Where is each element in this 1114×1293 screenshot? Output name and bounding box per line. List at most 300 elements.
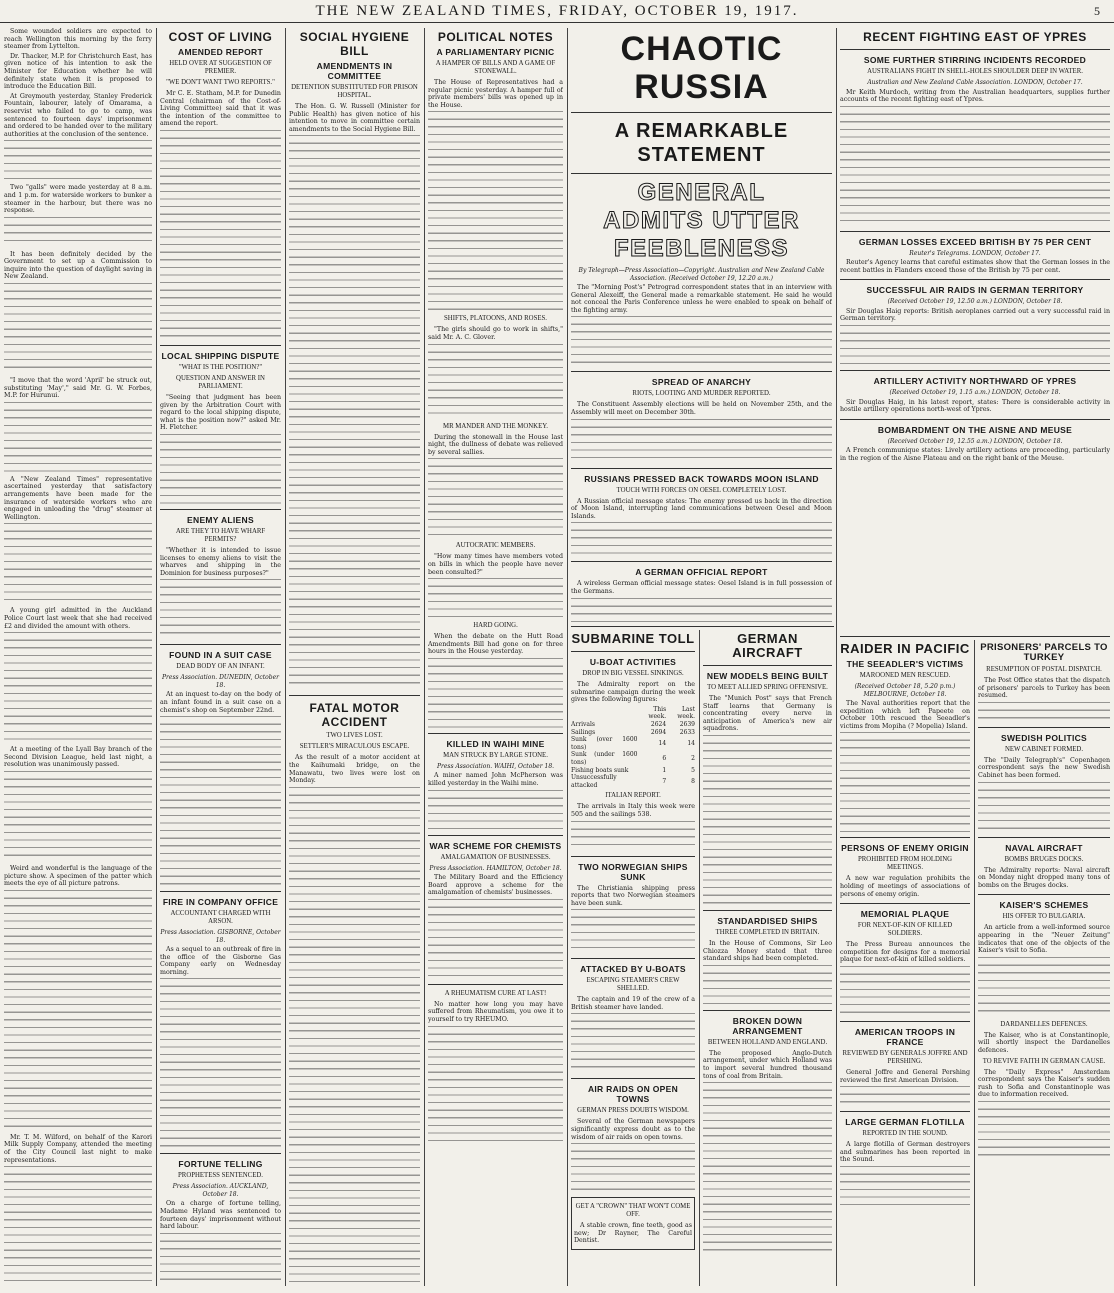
headline: ENEMY ALIENS <box>187 514 254 525</box>
paragraph: A miner named John McPherson was killed yesterday in the Waihi mine. <box>428 772 563 787</box>
text-filler <box>571 522 832 556</box>
paragraph: A young girl admitted in the Auckland Police Court last week that she had received £2 and divided the amount with others. <box>4 607 152 630</box>
deck: MAROONED MEN RESCUED. <box>859 672 951 679</box>
paragraph: The Hon. G. W. Russell (Minister for Public Health) has given notice of his intention to move in committee certain amendments to the Social Hygiene Bill. <box>289 103 420 133</box>
paragraph: Weird and wonderful is the language of the picture show. A specimen of the patter which meets the eye of all picture patrons. <box>4 864 152 888</box>
deck: DROP IN BIG VESSEL SINKINGS. <box>582 670 684 677</box>
column-rule <box>285 28 286 1286</box>
divider <box>571 626 834 627</box>
divider <box>571 468 832 469</box>
dateline: Press Association. WAIHI, October 18. <box>436 762 555 770</box>
text-filler <box>978 782 1110 832</box>
divider <box>840 231 1110 232</box>
paragraph: At a meeting of the Lyall Bay branch of the Second Division League, held last night, a resolution was unanimously passed. <box>4 746 152 769</box>
table-row: Sunk (over 1600 tons) 14 14 <box>571 736 695 751</box>
headline: LOCAL SHIPPING DISPUTE <box>161 350 280 361</box>
headline: BROKEN DOWN ARRANGEMENT <box>732 1015 803 1036</box>
dateline: Australian and New Zealand Cable Association. LONDON, October 17. <box>867 79 1083 86</box>
body-text-block <box>840 325 1110 365</box>
paragraph: The Kaiser, who is at Constantinople, will shortly inspect the Dardanelles defences. <box>978 1031 1110 1054</box>
body-text-block <box>289 787 420 1286</box>
column-rule <box>567 28 568 1286</box>
paragraph: The Admiralty report on the submarine campaign during the week gives the following figures: <box>571 681 695 704</box>
text-filler <box>703 965 832 1005</box>
text-filler <box>428 111 563 311</box>
column-4 <box>428 28 563 1286</box>
headline: GERMAN AIRCRAFT <box>732 631 803 660</box>
advert-box <box>571 1197 695 1250</box>
divider <box>703 1010 832 1011</box>
main-deck: GENERAL ADMITS UTTER FEEBLENESS <box>603 179 800 262</box>
divider <box>978 894 1110 895</box>
deck: RESUMPTION OF POSTAL DISPATCH. <box>986 666 1102 673</box>
body-text-block <box>4 402 152 472</box>
headline: SOCIAL HYGIENE BILL <box>299 30 410 58</box>
body-text-block <box>4 523 152 603</box>
text-filler <box>428 578 563 618</box>
body-text-block <box>160 978 281 1148</box>
paragraph: Sir Douglas Haig, in his latest report, states: There is considerable activity in hostile artillery operations north-west of Ypres. <box>840 398 1110 414</box>
subheadline: THE SEEADLER'S VICTIMS <box>846 659 964 669</box>
body-text-block <box>978 702 1110 722</box>
text-filler <box>4 523 152 603</box>
deck: RIOTS, LOOTING AND MURDER REPORTED. <box>632 390 771 398</box>
text-filler <box>289 787 420 1286</box>
subheading: TO REVIVE FAITH IN GERMAN CAUSE. <box>982 1057 1106 1065</box>
masthead-title: THE NEW ZEALAND TIMES, FRIDAY, OCTOBER 19, 1917. <box>315 3 799 19</box>
paragraph: The captain and 19 of the crew of a British steamer have landed. <box>571 996 695 1011</box>
text-filler <box>289 135 420 690</box>
body-text-block <box>978 957 1110 1017</box>
subheadline: AMENDMENTS IN COMMITTEE <box>316 61 393 81</box>
body-text-block <box>571 1143 695 1193</box>
text-filler <box>428 658 563 728</box>
paragraph: Mr. T. M. Wilford, on behalf of the Karori Milk Supply Company, attended the meeting of the City Council last night to make representations. <box>4 1133 152 1164</box>
masthead <box>0 0 1114 23</box>
paragraph: Mr C. E. Statham, M.P. for Dunedin Central (chairman of the Cost-of-Living Committee) said that it was the intention of the committee to amend the report. <box>160 90 281 128</box>
paragraph: At an inquest to-day on the body of an infant found in a suit case on a chemist's shop on September 22nd. <box>160 691 281 714</box>
column-rule <box>974 640 975 1286</box>
divider <box>840 419 1110 420</box>
headline: A GERMAN OFFICIAL REPORT <box>635 567 768 578</box>
text-filler <box>428 899 563 979</box>
deck: HARD GOING. <box>473 622 518 630</box>
deck: FOR NEXT-OF-KIN OF KILLED SOLDIERS. <box>857 922 953 938</box>
deck: "WHAT IS THE POSITION?" <box>178 363 263 371</box>
dateline: Press Association. DUNEDIN, October 18. <box>161 674 280 689</box>
text-filler <box>571 419 832 463</box>
body-text-block <box>4 217 152 247</box>
text-filler <box>4 140 152 180</box>
subheading: DARDANELLES DEFENCES. <box>1000 1020 1088 1028</box>
dateline: (Received October 18, 5.20 p.m.) MELBOURNE, October 18. <box>854 683 956 698</box>
text-filler <box>840 966 970 1016</box>
divider <box>571 112 832 113</box>
body-text-block <box>840 966 970 1016</box>
subheadline: AMENDED REPORT <box>178 47 263 57</box>
body-text-block <box>571 909 695 953</box>
body-text-block <box>160 716 281 886</box>
paragraph: The Admiralty reports: Naval aircraft on Monday night dropped many tons of bombs on the Bruges docks. <box>978 866 1110 889</box>
paragraph: The "Daily Express" Amsterdam correspondent says the Kaiser's sudden rush to Sofia and Constantinople was due to information received. <box>978 1068 1110 1099</box>
deck: SETTLER'S MIRACULOUS ESCAPE. <box>299 743 410 751</box>
paragraph: No matter how long you may have suffered from Rheumatism, you owe it to yourself to try RHEUMO. <box>428 1000 563 1024</box>
headline: FORTUNE TELLING <box>178 1159 263 1170</box>
deck: AUSTRALIANS FIGHT IN SHELL-HOLES SHOULDER DEEP IN WATER. <box>867 68 1083 75</box>
body-text-block <box>571 598 832 624</box>
divider <box>571 371 832 372</box>
body-text-block <box>160 434 281 504</box>
divider <box>160 345 281 346</box>
deck: ARE THEY TO HAVE WHARF PERMITS? <box>175 527 266 543</box>
divider <box>428 835 563 836</box>
paragraph: The "Munich Post" says that French Staff learns that Germany is concentrating every nerve in anticipation of America's new air squadrons. <box>703 695 832 733</box>
body-text-block <box>571 821 695 851</box>
divider <box>160 1153 281 1154</box>
deck: AMALGAMATION OF BUSINESSES. <box>440 853 551 861</box>
deck: SHIFTS, PLATOONS, AND ROSES. <box>444 315 547 323</box>
headline: WAR SCHEME FOR CHEMISTS <box>429 840 562 851</box>
paragraph: A French communique states: Lively artillery actions are proceeding, particularly in the region of the Aisne Plateau and on the right bank of the Meuse. <box>840 447 1110 462</box>
body-text-block <box>4 890 152 1130</box>
divider <box>571 856 695 857</box>
dateline: (Received October 19, 12.50 a.m.) LONDON, October 18. <box>887 298 1063 306</box>
divider <box>840 903 970 904</box>
table-header-row: This week. Last week. <box>648 705 695 721</box>
deck: QUESTION AND ANSWER IN PARLIAMENT. <box>176 374 265 390</box>
text-filler <box>840 1166 970 1206</box>
column-rule <box>699 630 700 1286</box>
prisoners-column <box>978 640 1110 1286</box>
headline: POLITICAL NOTES <box>437 30 554 44</box>
paragraph: A new war regulation prohibits the holding of meetings of associations of persons of enemy origin. <box>840 875 970 898</box>
paragraph: "How many times have members voted on bills in which the people have never been consulted?" <box>428 553 563 576</box>
text-filler <box>840 732 970 832</box>
paragraph: As a sequel to an outbreak of fire in the office of the Gisborne Gas Company early on Wednesday morning. <box>160 946 281 976</box>
deck: TOUCH WITH FORCES ON OESEL COMPLETELY LOST. <box>616 486 787 494</box>
headline: SPREAD OF ANARCHY <box>651 377 752 388</box>
headline: AIR RAIDS ON OPEN TOWNS <box>587 1084 679 1105</box>
deck: PROPHETESS SENTENCED. <box>178 1172 263 1180</box>
paragraph: "I move that the word 'April' be struck out, substituting 'May'," said Mr. G. W. Forbes, M.P. for Hurunui. <box>4 377 152 400</box>
text-filler <box>4 402 152 472</box>
headline: FOUND IN A SUIT CASE <box>169 650 272 661</box>
paragraph: General Joffre and General Pershing reviewed the first American Division. <box>840 1068 970 1084</box>
deck: DETENTION SUBSTITUTED FOR PRISON HOSPITAL. <box>291 84 418 99</box>
paragraph: Sir Douglas Haig reports: British aeroplanes carried out a very successful raid in German territory. <box>840 307 1110 323</box>
advert-text: A stable crown, fine teeth, good as new; Dr Rayner, The Careful Dentist. <box>574 1222 692 1245</box>
table-row: Sunk (under 1600 tons) 6 2 <box>571 751 695 766</box>
deck: TWO LIVES LOST. <box>326 732 383 740</box>
subheadline: U-BOAT ACTIVITIES <box>589 657 677 667</box>
dateline: Reuter's Telegrams. LONDON, October 17. <box>909 249 1041 257</box>
body-text-block <box>160 1233 281 1286</box>
body-text-block <box>840 732 970 832</box>
text-filler <box>840 1086 970 1106</box>
headline: ATTACKED BY U-BOATS <box>580 964 686 975</box>
text-filler <box>978 1101 1110 1161</box>
headline: RUSSIANS PRESSED BACK TOWARDS MOON ISLAND <box>584 473 819 484</box>
subheading: ITALIAN REPORT. <box>605 792 661 800</box>
text-filler <box>160 130 281 340</box>
headline: TWO NORWEGIAN SHIPS SUNK <box>578 861 688 882</box>
paragraph: A "New Zealand Times" representative ascertained yesterday that satisfactory arrangements have been made for the insurance of waterside workers who are engaged in unloading the "drug" steamer at Wellington. <box>4 475 152 521</box>
deck: MR MANDER AND THE MONKEY. <box>443 422 548 430</box>
column-rule <box>424 28 425 1286</box>
body-text-block <box>428 899 563 979</box>
submarine-column <box>571 630 695 1286</box>
column-rule <box>156 28 157 1286</box>
headline: AMERICAN TROOPS IN FRANCE <box>854 1026 956 1047</box>
text-filler <box>703 735 832 905</box>
text-filler <box>160 579 281 639</box>
divider <box>978 727 1110 728</box>
text-filler <box>840 106 1110 226</box>
body-text-block <box>428 658 563 728</box>
shipping-table <box>571 706 695 790</box>
divider <box>571 561 832 562</box>
headline: MEMORIAL PLAQUE <box>860 909 950 920</box>
body-text-block <box>571 1013 695 1073</box>
body-text-block <box>428 578 563 618</box>
headline: SUCCESSFUL AIR RAIDS IN GERMAN TERRITORY <box>866 285 1084 296</box>
column-rule <box>836 28 837 1286</box>
headline: FIRE IN COMPANY OFFICE <box>162 897 279 908</box>
dateline: (Received October 19, 12.55 a.m.) LONDON, October 18. <box>887 437 1063 445</box>
paragraph: A wireless German official message states: Oesel Island is in full possession of the Germans. <box>571 580 832 595</box>
divider <box>840 49 1110 50</box>
text-filler <box>571 821 695 851</box>
deck: REPORTED IN THE SOUND. <box>862 1130 948 1138</box>
text-filler <box>571 598 832 624</box>
text-filler <box>428 790 563 830</box>
deck: REVIEWED BY GENERALS JOFFRE AND PERSHING. <box>842 1049 968 1065</box>
paragraph: "The girls should go to work in shifts," said Mr. A. C. Glover. <box>428 326 563 341</box>
text-filler <box>571 909 695 953</box>
text-filler <box>978 702 1110 722</box>
raider-column <box>840 640 970 1286</box>
table-row: Unsuccessfully attacked 7 8 <box>571 774 695 789</box>
text-filler <box>160 434 281 504</box>
body-text-block <box>571 419 832 463</box>
body-text-block <box>4 771 152 861</box>
divider <box>840 837 970 838</box>
body-text-block <box>978 782 1110 832</box>
main-headline: CHAOTIC RUSSIA <box>620 30 783 106</box>
body-text-block <box>978 1101 1110 1161</box>
headline: LARGE GERMAN FLOTILLA <box>845 1117 965 1128</box>
ypres-column <box>840 28 1110 638</box>
paragraph: The Naval authorities report that the expedition which left Papeete on October 10th rescued the Seeadler's victims from Mopiha (? Mopelia) Island. <box>840 700 970 730</box>
divider <box>571 958 695 959</box>
text-filler <box>571 1143 695 1193</box>
deck: GERMAN PRESS DOUBTS WISDOM. <box>577 1107 689 1115</box>
paragraph: Some wounded soldiers are expected to reach Wellington this morning by the ferry steamer from Lyttelton. <box>4 28 152 51</box>
headline: STANDARDISED SHIPS <box>717 915 818 926</box>
paragraph: In the House of Commons, Sir Leo Chiozza Money stated that three standard ships had been completed. <box>703 939 832 963</box>
body-text-block <box>571 316 832 366</box>
body-text-block <box>428 344 563 419</box>
dateline: (Received October 19, 1.15 a.m.) LONDON, October 18. <box>889 389 1061 397</box>
divider <box>160 891 281 892</box>
table-row: Arrivals 2624 2639 <box>571 720 695 728</box>
dateline: Press Association. GISBORNE, October 18. <box>160 929 281 944</box>
text-filler <box>428 344 563 419</box>
divider <box>428 733 563 734</box>
body-text-block <box>4 140 152 180</box>
divider <box>571 1078 695 1079</box>
advert-heading: GET A "CROWN" THAT WON'T COME OFF. <box>575 1203 691 1219</box>
body-text-block <box>4 283 152 373</box>
paragraph: The proposed Anglo-Dutch arrangement, under which Holland was to import several hundred thousand tons of coal from Britain. <box>703 1049 832 1080</box>
divider <box>289 695 420 696</box>
paragraph: "Seeing that judgment has been given by the Arbitration Court with regard to the local shipping dispute, what is the position now?" asked Mr. H. Fletcher. <box>160 393 281 432</box>
paragraph: The House of Representatives had a regular picnic yesterday. A hamper full of private members' bills was opened up in the House. <box>428 79 563 109</box>
body-text-block <box>703 965 832 1005</box>
paragraph: The arrivals in Italy this week were 505 and the sailings 538. <box>571 803 695 818</box>
deck: HIS OFFER TO BULGARIA. <box>1002 913 1086 921</box>
text-filler <box>571 316 832 366</box>
deck: ACCOUNTANT CHARGED WITH ARSON. <box>170 910 271 926</box>
paragraph: The "Morning Post's" Petrograd correspondent states that in an interview with General Alexeiff, the General made a remarkable statement. He said he would not conceal the Paris Conference unless he were enabled to speak on behalf of the fighting army. <box>571 284 832 314</box>
divider <box>160 644 281 645</box>
divider <box>840 279 1110 280</box>
headline: SWEDISH POLITICS <box>1000 732 1088 743</box>
body-text-block <box>428 111 563 311</box>
body-text-block <box>840 1166 970 1206</box>
deck: MAN STRUCK BY LARGE STONE. <box>443 751 548 759</box>
divider <box>571 651 695 652</box>
headline: PRISONERS' PARCELS TO TURKEY <box>980 642 1108 663</box>
deck: ESCAPING STEAMER'S CREW SHELLED. <box>586 977 680 993</box>
divider <box>840 370 1110 371</box>
main-subheadline: A REMARKABLE STATEMENT <box>614 120 789 166</box>
paragraph: It has been definitely decided by the Government to set up a Commission to inquire into the question of daylight saving in New Zealand. <box>4 250 152 281</box>
body-text-block <box>840 106 1110 226</box>
body-text-block <box>428 790 563 830</box>
paragraph: The Post Office states that the dispatch of prisoners' parcels to Turkey has been resumed. <box>978 677 1110 700</box>
column-3 <box>289 28 420 1286</box>
credit-line: By Telegraph—Press Association—Copyright. Australian and New Zealand Cable Association. (Received October 19, 12.20 a.m.) <box>578 267 825 282</box>
paragraph: When the debate on the Hutt Road Amendments Bill had gone on for three hours in the House yesterday. <box>428 633 563 656</box>
paragraph: Mr Keith Murdoch, writing from the Australian headquarters, supplies further accounts of the recent fighting east of Ypres. <box>840 88 1110 104</box>
headline: PERSONS OF ENEMY ORIGIN <box>841 843 969 854</box>
subheadline: A PARLIAMENTARY PICNIC <box>436 47 555 57</box>
text-filler <box>160 978 281 1148</box>
text-filler <box>4 283 152 373</box>
headline: GERMAN LOSSES EXCEED BRITISH BY 75 PER CENT <box>858 236 1092 247</box>
divider <box>978 837 1110 838</box>
text-filler <box>428 1026 563 1146</box>
body-text-block <box>428 458 563 538</box>
body-text-block <box>571 522 832 556</box>
text-filler <box>4 217 152 247</box>
paragraph: The "Daily Telegraph's" Copenhagen correspondent says the new Swedish Cabinet has been formed. <box>978 756 1110 779</box>
headline: ARTILLERY ACTIVITY NORTHWARD OF YPRES <box>873 376 1077 387</box>
text-filler <box>703 1082 832 1252</box>
paragraph: A Russian official message states: The enemy pressed us back in the direction of Moon Island, interrupting land communications between Oesel and Moon Islands. <box>571 497 832 520</box>
headline: NAVAL AIRCRAFT <box>1005 842 1083 853</box>
text-filler <box>428 458 563 538</box>
divider <box>840 1021 970 1022</box>
table-row: Sailings 2694 2633 <box>571 728 695 736</box>
dateline: Press Association. HAMILTON, October 18. <box>429 864 562 872</box>
column-1 <box>4 28 152 1286</box>
deck: BETWEEN HOLLAND AND ENGLAND. <box>707 1038 828 1046</box>
headline: COST OF LIVING <box>168 30 273 44</box>
text-filler <box>4 771 152 861</box>
text-filler <box>4 632 152 742</box>
headline: BOMBARDMENT ON THE AISNE AND MEUSE <box>877 424 1073 435</box>
paragraph: An article from a well-informed source appearing in the "Neuer Zeitung" indicates that one of the objects of the Kaiser's visit to Sofia. <box>978 924 1110 955</box>
divider <box>160 509 281 510</box>
paragraph: The Military Board and the Efficiency Board approve a scheme for the amalgamation of chemists' businesses. <box>428 874 563 897</box>
headline: FATAL MOTOR ACCIDENT <box>309 701 400 730</box>
paragraph: During the stonewall in the House last night, the dullness of debate was relieved by several sallies. <box>428 433 563 456</box>
deck: DEAD BODY OF AN INFANT. <box>176 663 265 671</box>
deck: A HAMPER OF BILLS AND A GAME OF STONEWALL. <box>435 60 556 75</box>
paragraph: At Greymouth yesterday, Stanley Frederick Fountain, labourer, lately of Omarama, a reservist who failed to go to camp, was sentenced to fourteen days' imprisonment and ordered to be handed over to the military authorities at the conclusion of the sentence. <box>4 92 152 138</box>
subheadline: SOME FURTHER STIRRING INCIDENTS RECORDED <box>863 55 1087 65</box>
paragraph: "Whether it is intended to issue licenses to enemy aliens to visit the wharves and shipping in the Dominion for business purposes?" <box>160 546 281 577</box>
paragraph: Two "galls" were made yesterday at 8 a.m. and 1 p.m. for waterside workers to bunker a steamer in the harbour, but there was no response. <box>4 184 152 215</box>
aircraft-column <box>703 630 832 1286</box>
paragraph: On a charge of fortune telling, Madame Hyland was sentenced to fourteen days' imprisonment without hard labour. <box>160 1200 281 1231</box>
deck: BOMBS BRUGES DOCKS. <box>1004 855 1084 863</box>
text-filler <box>160 716 281 886</box>
body-text-block <box>703 735 832 905</box>
paragraph: Several of the German newspapers significantly express doubt as to the wisdom of air raids on open towns. <box>571 1118 695 1141</box>
divider <box>428 984 563 985</box>
text-filler <box>160 1233 281 1286</box>
page-number: 5 <box>1094 4 1100 18</box>
text-filler <box>840 325 1110 365</box>
body-text-block <box>4 632 152 742</box>
text-filler <box>4 1166 152 1286</box>
body-text-block <box>160 579 281 639</box>
paragraph: The Constituent Assembly elections will be held on November 25th, and the Assembly will meet on December 30th. <box>571 401 832 416</box>
deck: NEW CABINET FORMED. <box>1004 745 1084 753</box>
paragraph: The Press Bureau announces the competition for designs for a memorial plaque for next-of-kin of killed soldiers. <box>840 941 970 964</box>
paragraph: As the result of a motor accident at the Kaihumaki bridge, on the Manawatu, two lives were lost on Monday. <box>289 754 420 785</box>
body-text-block <box>289 135 420 690</box>
deck: "WE DON'T WANT TWO REPORTS." <box>166 79 275 86</box>
divider <box>571 173 832 174</box>
body-text-block <box>160 130 281 340</box>
text-filler <box>978 957 1110 1017</box>
body-text-block <box>703 1082 832 1252</box>
paragraph: Dr. Thacker, M.P. for Christchurch East, has given notice of his intention to ask the Minister for Education whether he will definitely state when it is proposed to introduce the Education Bill. <box>4 52 152 91</box>
dateline: Press Association. AUCKLAND, October 18. <box>172 1183 269 1198</box>
advert-heading: A RHEUMATISM CURE AT LAST! <box>444 989 547 997</box>
deck: THREE COMPLETED IN BRITAIN. <box>715 928 820 936</box>
text-filler <box>571 1013 695 1073</box>
deck: AUTOCRATIC MEMBERS. <box>455 542 536 550</box>
subheadline: NEW MODELS BEING BUILT <box>706 671 829 681</box>
paragraph: A large flotilla of German destroyers and submarines has been reported in the Sound. <box>840 1141 970 1164</box>
divider <box>703 910 832 911</box>
paragraph: Reuter's Agency learns that careful estimates show that the German losses in the recent battles in Flanders exceed those of the British by 75 per cent. <box>840 259 1110 274</box>
column-2 <box>160 28 281 1286</box>
divider <box>840 636 1110 637</box>
paragraph: The Christiania shipping press reports that two Norwegian steamers have been sunk. <box>571 884 695 907</box>
main-story <box>571 28 832 624</box>
body-text-block <box>428 1026 563 1146</box>
body-text-block <box>840 1086 970 1106</box>
deck: PROHIBITED FROM HOLDING MEETINGS. <box>857 856 953 872</box>
divider <box>703 665 832 666</box>
divider <box>840 1111 970 1112</box>
